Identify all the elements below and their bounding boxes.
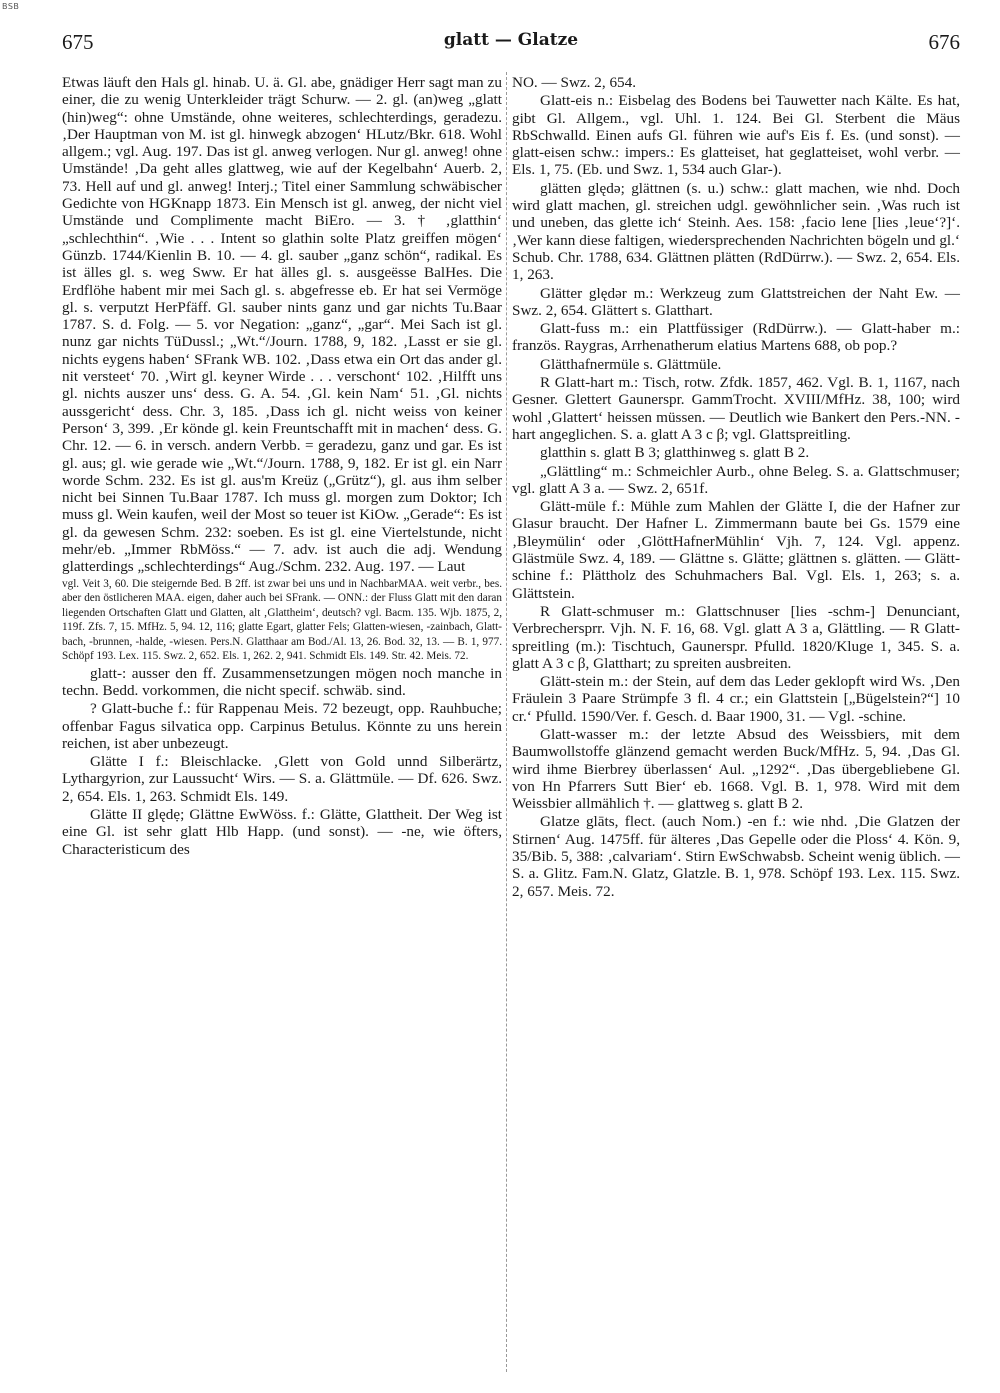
page-number-right: 676 xyxy=(928,30,960,54)
left-column-entry: ? Glatt-buche f.: für Rappenau Meis. 72 bezeugt, opp. Rauhbuche; offenbar Fagus silvatica opp. Carpinus Betulus. Könnte zu uns herein reichen, ist aber unbezeugt. xyxy=(62,700,502,752)
left-column-entry: Glätte I f.: Bleischlacke. ‚Glett von Gold unnd Silberärtz, Lythargyrion, zur Laussucht‘ Wirs. — S. a. Glättmüle. — Df. 626. Swz. 2, 654. Els. 1, 263. Schmidt Els. 149. xyxy=(62,753,502,805)
right-column-entry: Glatt-wasser m.: der letzte Absud des Weissbiers, mit dem Baumwollstoffe glänzend gemacht werden Buck/MfHz. 5, 94. ‚Das Gl. wird ihme Bierbrey überlassen‘ Aul. „1292“. ‚Das übergebliebene Gl. von Hn Pfarrers Sutt Bier‘ eb. 1668. Vgl. B. 1, 978. Wird mit dem Weissbier allmählich †. — glattweg s. glatt B 2. xyxy=(512,725,960,813)
column-divider xyxy=(506,72,507,1372)
left-column-entry: Glätte II ględẹ; Glättne EwWöss. f.: Glätte, Glattheit. Der Weg ist eine Gl. ist sehr glatt Hlb Happ. (und sonst). — -ne, wie öfters, Characteristicum des xyxy=(62,805,502,858)
right-column-entry: glätten ględə; glättnen (s. u.) schw.: glatt machen, wie nhd. Doch wird glatt machen, gl. streichen udgl. gewöhnlicher sein. ‚Was ruch ist und uneben, das glette ich‘ Steinh. Aes. 158: ‚facio lene [lies ‚leue‘?]‘. ‚Wer kann diese faltigen, wiedersprechenden Nachrichten bögeln und gl.‘ Schub. Chr. 1788, 634. Glättnen plätten (RdDürrw.). — Swz. 2, 654. Els. 1, 263. xyxy=(512,179,960,284)
right-column xyxy=(512,74,960,901)
right-column-entry: Glatt-eis n.: Eisbelag des Bodens bei Tauwetter nach Kälte. Es hat, gibt Gl. Allgem., vgl. Uhl. 1. 124. Bei Gl. Sterbent die Mäus RbSchwalld. Einen aufs Gl. führen wie auf's Eis f. Es. (und sonst). — glatt-eisen schw.: impers.: Es glatteiset, hat geglatteiset, wohl verbr. — Els. 1, 75. (Eb. und Swz. 1, 534 auch Glar-). xyxy=(512,92,960,179)
left-column-entry: vgl. Veit 3, 60. Die steigernde Bed. B 2ff. ist zwar bei uns und in NachbarMAA. weit verbr., bes. aber den östlicheren MAA. eigen, daher auch bei SFrank. — ONN.: der Fluss Glatt mit den daran liegenden Ortschaften Glatt und Glatten, alt ‚Glattheim‘, deutsch? vgl. Bacm. 135. Wjb. 1875, 2, 119f. Zfs. 7, 15. MfHz. 5, 94. 12, 116; glatte Egart, glatter Fels; Glatten-wiesen, -zainbach, Glatt-bach, -brunnen, -halde, -wiesen. Pers.N. Glatthaar am Bod./Al. 13, 26. Bod. 32, 13. — B. 1, 977. Schöpf 193. Lex. 115. Swz. 2, 652. Els. 1, 262. 2, 941. Schmidt Els. 149. Str. 42. Meis. 72. xyxy=(62,577,502,663)
page-title: glatt — Glatze xyxy=(443,30,579,50)
right-column-entry: Glätt-stein m.: der Stein, auf dem das Leder geklopft wird Ws. ‚Den Fräulein 3 Paare Strümpfe 3 fl. 4 cr.; ein Glattstein [„Bügelstein?“] 10 cr.‘ Pfulld. 1590/Ver. f. Gesch. d. Baar 1900, 31. — Vgl. -schine. xyxy=(512,673,960,725)
right-column-entry: Glätthafnermüle s. Glättmüle. xyxy=(540,355,722,373)
right-column-entry: Glätter ględər m.: Werkzeug zum Glattstreichen der Naht Ew. — Swz. 2, 654. Glättert s. Glatthart. xyxy=(512,284,960,319)
library-stamp: BSB xyxy=(2,2,20,11)
right-column-entry: Glätt-müle f.: Mühle zum Mahlen der Glätte I, die der Hafner zur Glasur braucht. Der Hafner L. Zimmermann baute bei Gs. 1579 eine ‚Bleymülin‘ oder ‚GlöttHafnerMühlin‘ Vjh. 7, 124. Vgl. appenz. Glästmüle Swz. 4, 189. — Glättne s. Glätte; glättnen s. glätten. — Glätt-schine f.: Plättholz des Schuhmachers Bal. Vgl. Els. 1, 263; s. a. Glättstein. xyxy=(512,498,960,602)
right-column-entry: R Glatt-hart m.: Tisch, rotw. Zfdk. 1857, 462. Vgl. B. 1, 1167, nach Gesner. Glettert Gaunerspr. GammTrocht. XVIII/MfHz. 38, 100; wird wohl ‚Glattert‘ heissen müssen. — Deutlich wie Bankert den Pers.-NN. -hart angeglichen. S. a. glatt A 3 c β; vgl. Glattspreitling. xyxy=(512,374,960,443)
right-column-entry: NO. — Swz. 2, 654. xyxy=(512,74,637,91)
right-column-entry: „Glättling“ m.: Schmeichler Aurb., ohne Beleg. S. a. Glattschmuser; vgl. glatt A 3 a. — Swz. 2, 651f. xyxy=(512,462,960,497)
left-column xyxy=(62,74,502,859)
page-number-left: 675 xyxy=(62,30,94,54)
right-column-entry: Glatze glāts, flect. (auch Nom.) -en f.: wie nhd. ‚Die Glatzen der Stirnen‘ Aug. 1475ff. für älteres ‚Das Gepelle oder die Ploss‘ 4. Kön. 9, 35/Bib. 5, 388: ‚calvariam‘. Stirn EwSchwabsb. Scheint wenig üblich. — S. a. Glitz. Fam.N. Glatz, Glatzle. B. 1, 978. Schöpf 193. Lex. 115. Swz. 2, 657. Meis. 72. xyxy=(512,813,960,900)
page-header xyxy=(62,26,960,66)
right-column-entry: Glatt-fuss m.: ein Plattfüssiger (RdDürrw.). — Glatt-haber m.: französ. Raygras, Arrhenatherum elatius Martens 688, ob pop.? xyxy=(512,320,960,355)
right-column-entry: glatthin s. glatt B 3; glatthinweg s. glatt B 2. xyxy=(540,444,810,462)
left-column-entry: glatt-: ausser den ff. Zusammensetzungen mögen noch manche in techn. Bedd. vorkommen, die nicht specif. schwäb. sind. xyxy=(62,664,502,699)
right-column-entry: R Glatt-schmuser m.: Glattschnuser [lies -schm-] Denunciant, Verbrechersprr. Vjh. N. F. 16, 68. Vgl. glatt A 3 a, Glättling. — R Glatt-spreitling (m.): Tischtuch, Gaunerspr. Pfulld. 1820/Kluge 1, 345. S. a. glatt A 3 c β, Glatthart; zu spreiten ausbreiten. xyxy=(512,602,960,672)
left-column-entry: Etwas läuft den Hals gl. hinab. U. ä. Gl. abe, gnädiger Herr sagt man zu einer, die zu wenig Unterkleider trägt Schurw. — 2. gl. (an)weg „glatt (hin)weg“: ohne Umstände, ohne weiteres, schlechterdings, geradezu. ‚Der Hauptman von M. ist gl. hinwegk abzogen‘ HLutz/Bkr. 618. Wohl allgem.; vgl. Aug. 197. Das ist gl. anweg verlogen. Nur gl. anweg! ohne Umstände! ‚Da geht alles glattweg, wie auf der Kegelbahn‘ Auerb. 2, 73. Hell auf und gl. anweg! Interj.; Titel einer Sammlung schwäbischer Gedichte von HGKnapp 1873. Ein Mensch ist gl. anweg, der nicht viel Umstände und Complimente macht BiEro. — 3. † ‚glatthin‘ „schlechthin“. ‚Wie . . . Intent so glathin solte Platz greiffen mögen‘ Günzb. 1744/Kienlin B. 10. — 4. gl. sauber „ganz schön“, radikal. Es ist älles gl. s. weg Sww. Er hat älles gl. s. ausgeësse BalHes. Die Erdflöhe habent mir mei Sach gl. s. abgefresse eb. Er hat sei Vermöge gl. s. verputzt HerPfäff. Gl. sauber nints ganz und gar nichts Tu.Baar 1787. S. d. Folg. — 5. vor Negation: „ganz“, „gar“. Mei Sach ist gl. nunz gar nichts TüDussl.; „Wt.“/Journ. 1788, 9, 182. ‚Lasst er sie gl. nichts eygens haben‘ SFrank WB. 102. ‚Dass etwa ein Ort das ander gl. nit versteet‘ 70. ‚Wirt gl. keyner Wirde . . . verschont‘ 102. ‚Hilfft uns gl. nichts auszer uns‘ dess. G. A. 54. ‚Gl. kein Nam‘ 51. ‚Gl. nichts aussgericht‘ dess. Chr. 3, 185. ‚Dass ich gl. nicht weiss von keiner Person‘ 3, 399. ‚Er könde gl. kein Freuntschafft mit in machen‘ dess. G. Chr. 12. — 6. in versch. andern Verbb. = geradezu, ganz und gar. Es ist gl. aus; gl. wie gerade wie „Wt.“/Journ. 1788, 9, 182. Er ist gl. ein Narr worde Schm. 232. Es ist gl. aus'm Kreüz („Grütz“), gl. aus ihm selber nicht bei Sinnen Tu.Baar 1787. Ich muss gl. morgen zum Doktor; Ich muss gl. Wein kaufen, weil der Most so teuer ist KiOw. „Gerade“: Es ist gl. da gewesen Schm. 232: soeben. Es ist gl. eine Viertelstunde, nicht mehr/eb. „Immer RbMöss.“ — 7. adv. ist auch die adj. Wendung glatterdings „schlechterdings“ Aug./Schm. 232. Aug. 197. — Laut xyxy=(62,74,502,576)
